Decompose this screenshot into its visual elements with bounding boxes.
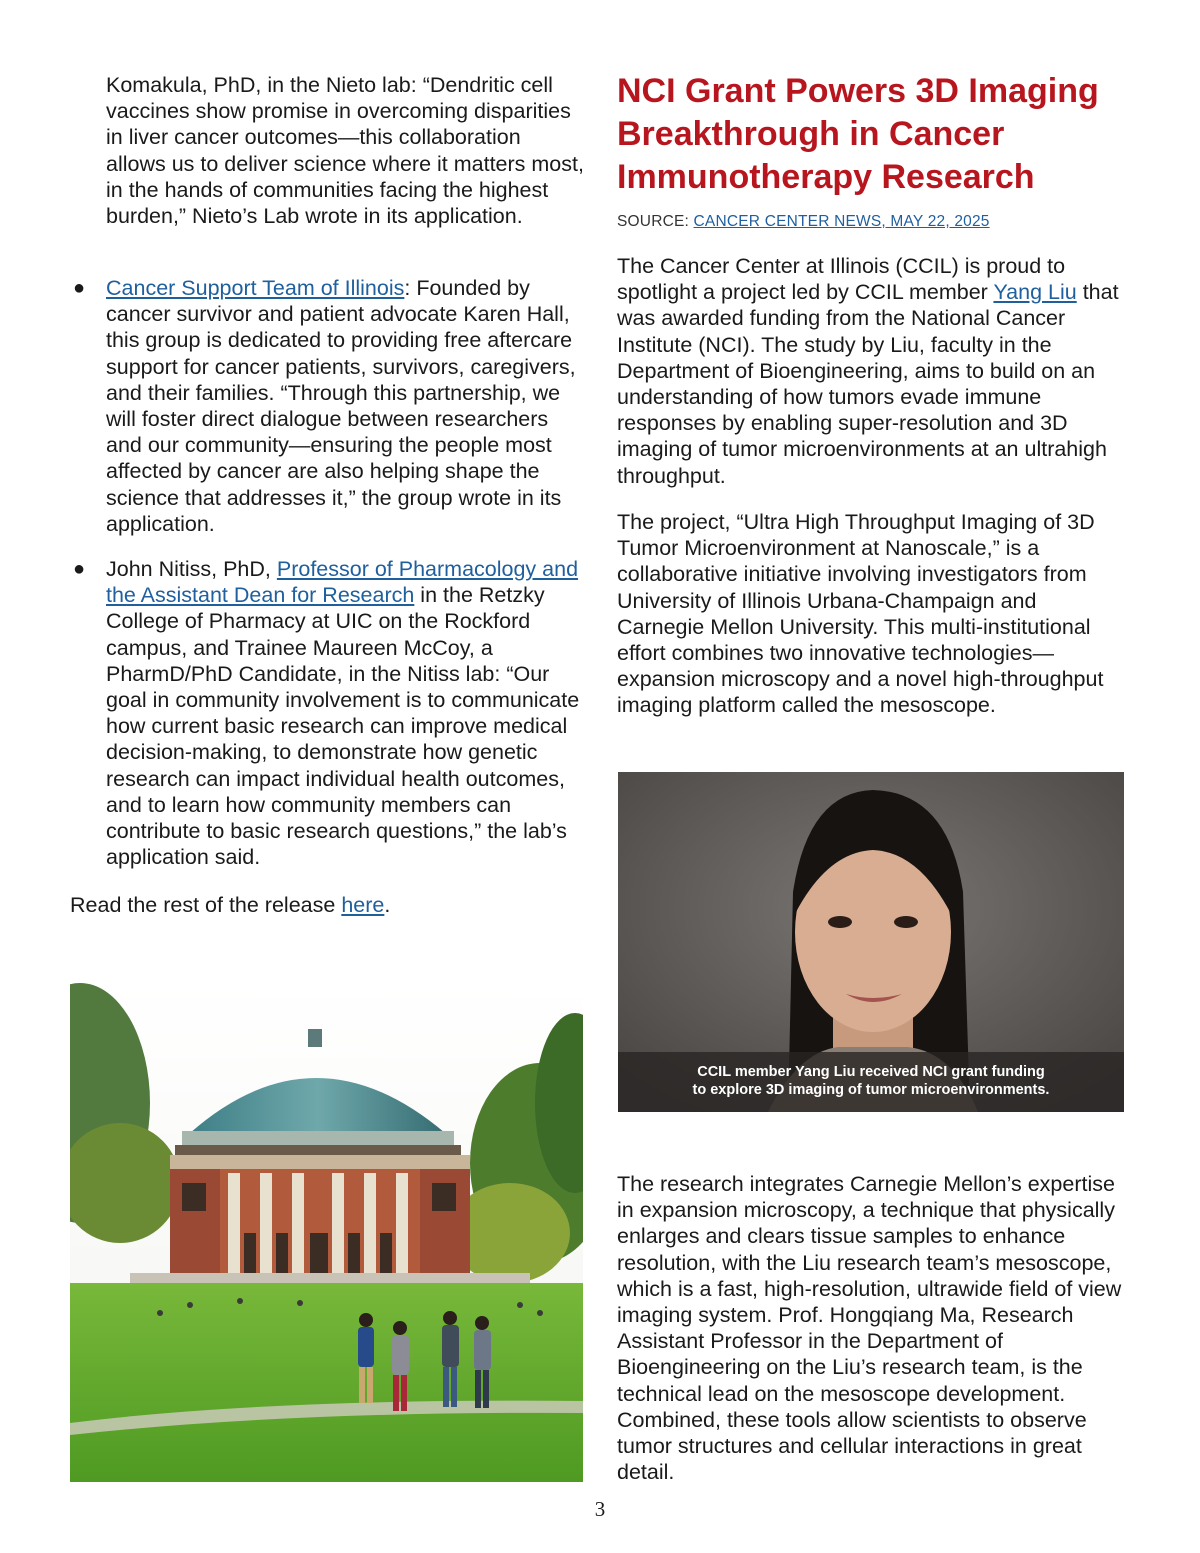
bullet-icon: ● <box>73 558 86 581</box>
read-more-link[interactable]: here <box>341 893 385 917</box>
article-paragraph-3: The research integrates Carnegie Mellon’s expertise in expansion microscopy, a technique that physically enlarges and clears tissue samples to enhance resolution, with the Liu research team’s mesoscope, which is a fast, high-resolution, ultrawide field of view imaging system. Prof. Hongqiang Ma, Research Assistant Professor in the Department of Bioengineering on the Liu’s research team, is the technical lead on the mesoscope development. Combined, these tools allow scientists to observe tumor structures and cellular interactions in great detail. <box>617 1172 1122 1485</box>
bullet-text: in the Retzky College of Pharmacy at UIC on the Rockford campus, and Trainee Maureen McCoy, a PharmD/PhD Candidate, in the Nitiss lab: “Our goal in community involvement is to communicate how current basic research can improve medical decision-making, to demonstrate how genetic research can impact individual health outcomes, and to learn how community members can contribute to basic research questions,” the lab’s application said. <box>106 583 580 870</box>
paragraph-1-suffix: that was awarded funding from the National Cancer Institute (NCI). The study by Liu, faculty in the Department of Bioengineering, aims to build on an understanding of how tumors evade immune responses by enabling super-resolution and 3D imaging of tumor microenvironments at an ultrahigh throughput. <box>617 280 1119 488</box>
article-paragraph-1 <box>617 253 1129 489</box>
read-more-prefix: Read the rest of the release <box>70 893 342 917</box>
read-more-suffix: . <box>384 893 391 917</box>
bullet-icon: ● <box>73 277 86 299</box>
source-label: SOURCE: <box>617 213 694 230</box>
bullet-list <box>70 275 586 870</box>
article-headline: NCI Grant Powers 3D Imaging Breakthrough in Cancer Immunotherapy Research <box>617 72 1099 196</box>
list-item <box>70 556 586 870</box>
source-link[interactable]: CANCER CENTER NEWS, MAY 22, 2025 <box>693 213 990 230</box>
read-more <box>70 892 586 918</box>
caption-line-1: CCIL member Yang Liu received NCI grant funding <box>697 1064 1045 1080</box>
bullet-prefix: John Nitiss, PhD, <box>106 557 277 582</box>
yang-liu-link[interactable]: Yang Liu <box>993 280 1077 305</box>
article-source <box>617 213 1129 231</box>
caption-line-2: to explore 3D imaging of tumor microenvironments. <box>692 1082 1050 1098</box>
professor-pharmacology-link[interactable]: Professor of Pharmacology and the Assistant Dean for Research <box>106 557 579 608</box>
portrait-photo <box>618 772 1124 1112</box>
article-paragraph-2: The project, “Ultra High Throughput Imaging of 3D Tumor Microenvironment at Nanoscale,” is a collaborative initiative involving investigators from University of Illinois Urbana-Champaign and Carnegie Mellon University. This multi-institutional effort combines two innovative technologies—expansion microscopy and a novel high-throughput imaging platform called the mesoscope. <box>617 510 1104 718</box>
paragraph-1-prefix: The Cancer Center at Illinois (CCIL) is proud to spotlight a project led by CCIL member <box>617 254 1066 305</box>
cancer-support-team-link[interactable]: Cancer Support Team of Illinois <box>106 276 405 300</box>
bullet-text: : Founded by cancer survivor and patient advocate Karen Hall, this group is dedicated to providing free aftercare support for cancer patients, survivors, caregivers, and their families. “Through this partnership, we will foster direct dialogue between researchers and our community—ensuring the people most affected by cancer are also helping shape the science that addresses it,” the group wrote in its application. <box>106 276 576 536</box>
page-number: 3 <box>594 1497 606 1521</box>
photo-caption <box>618 1052 1124 1112</box>
list-item <box>70 275 586 537</box>
campus-photo <box>70 983 583 1482</box>
intro-paragraph: Komakula, PhD, in the Nieto lab: “Dendritic cell vaccines show promise in overcoming disparities in liver cancer outcomes—this collaboration allows us to deliver science where it matters most, in the hands of communities facing the highest burden,” Nieto’s Lab wrote in its application. <box>106 73 584 229</box>
